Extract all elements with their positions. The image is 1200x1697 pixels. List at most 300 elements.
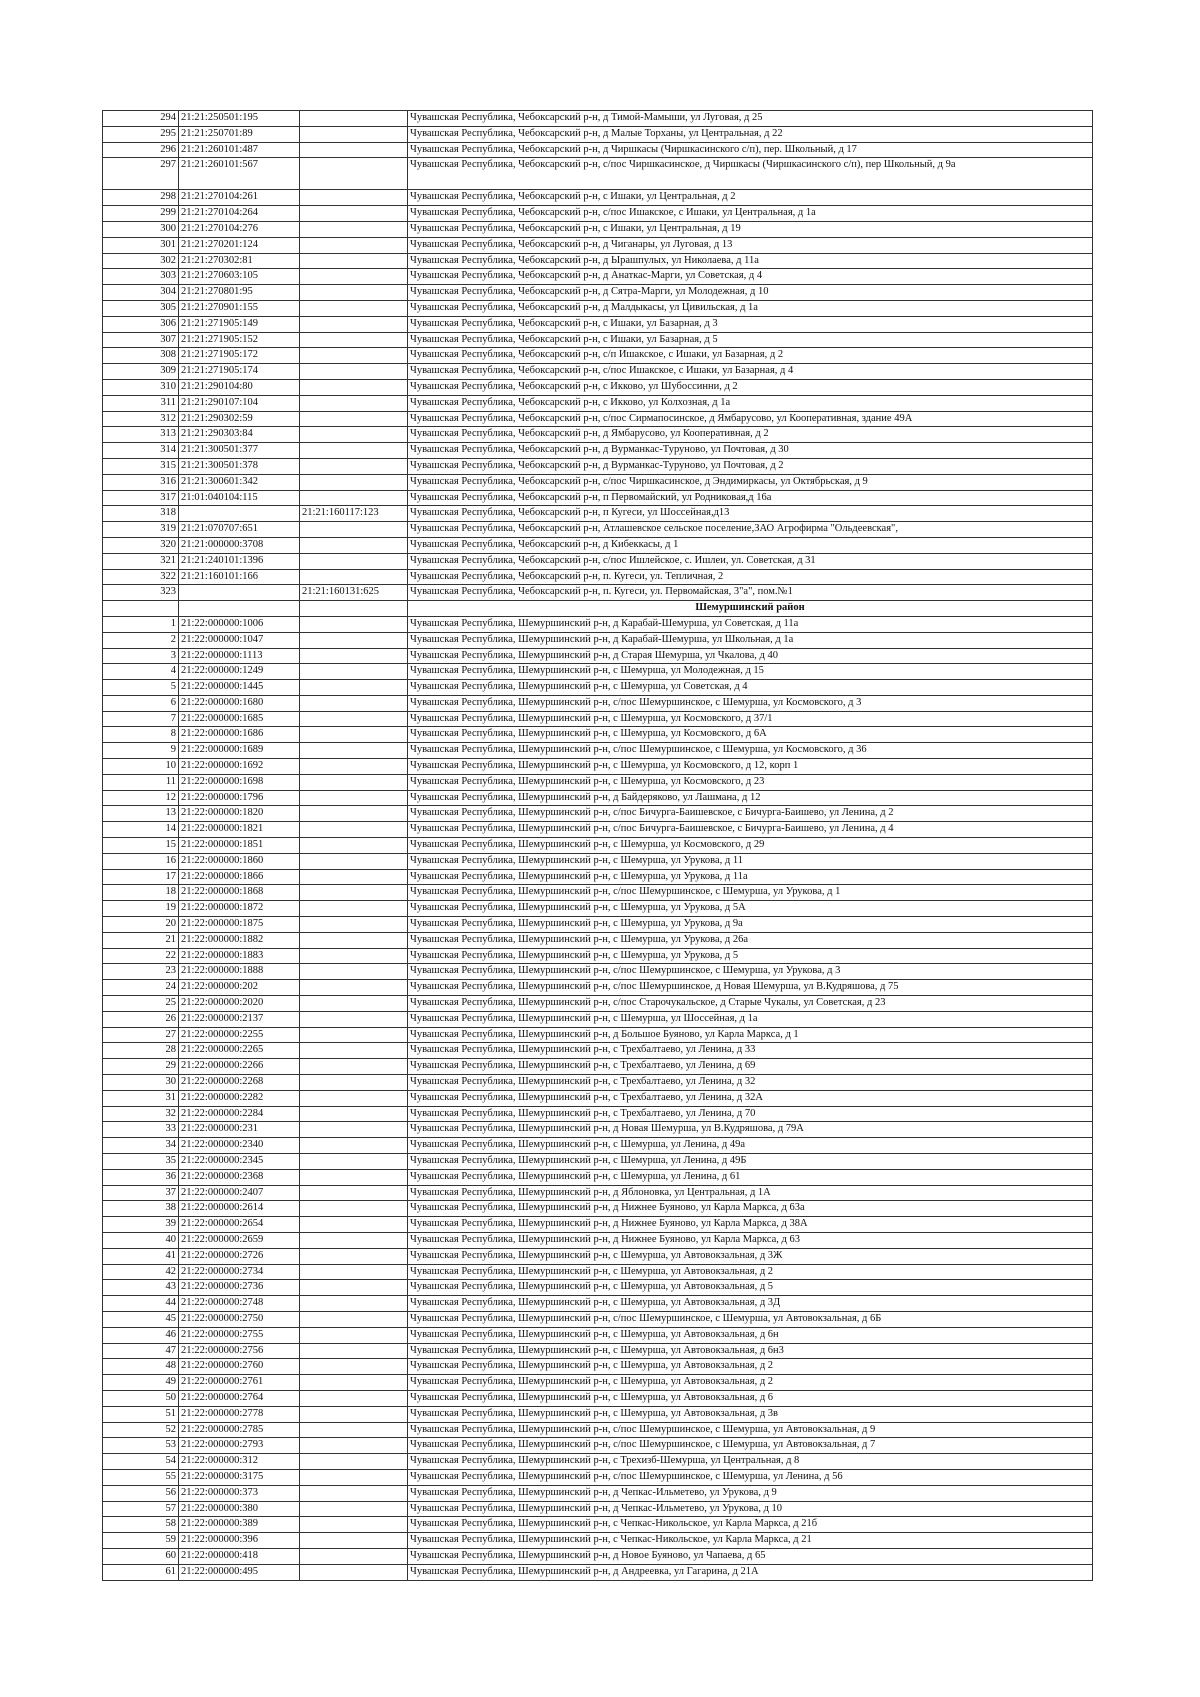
cadastral-number-alt: 21:21:160131:625 xyxy=(300,585,408,601)
address-cell: Чувашская Республика, Шемуршинский р-н, д Нижнее Буяново, ул Карла Маркса, д 63 xyxy=(408,1232,1093,1248)
address-cell: Чувашская Республика, Шемуршинский р-н, с/пос Шемуршинское, с Шемурша, ул Автовокзальная, д 9 xyxy=(408,1422,1093,1438)
row-number: 294 xyxy=(103,111,179,127)
row-number: 31 xyxy=(103,1090,179,1106)
cadastral-number: 21:21:260101:567 xyxy=(179,158,300,190)
table-row xyxy=(103,1548,1093,1564)
row-number: 302 xyxy=(103,253,179,269)
row-number: 48 xyxy=(103,1359,179,1375)
cadastral-number: 21:22:000000:396 xyxy=(179,1533,300,1549)
table-row xyxy=(103,1122,1093,1138)
address-cell: Чувашская Республика, Шемуршинский р-н, с Шемурша, ул Космовского, д 12, корп 1 xyxy=(408,759,1093,775)
row-number: 3 xyxy=(103,648,179,664)
table-row xyxy=(103,126,1093,142)
cadastral-number-alt xyxy=(300,364,408,380)
address-cell: Чувашская Республика, Чебоксарский р-н, с/пос Ишакское, с Ишаки, ул Базарная, д 4 xyxy=(408,364,1093,380)
table-row xyxy=(103,932,1093,948)
cadastral-number: 21:21:290104:80 xyxy=(179,379,300,395)
cadastral-number: 21:22:000000:2761 xyxy=(179,1375,300,1391)
cadastral-number-alt xyxy=(300,806,408,822)
cadastral-number-alt xyxy=(300,1027,408,1043)
table-row xyxy=(103,411,1093,427)
table-row xyxy=(103,616,1093,632)
cadastral-number: 21:22:000000:202 xyxy=(179,980,300,996)
address-cell: Чувашская Республика, Шемуршинский р-н, с/пос Шемуршинское, с Шемурша, ул Космовского, д 3 xyxy=(408,695,1093,711)
table-row xyxy=(103,522,1093,538)
cadastral-number-alt xyxy=(300,711,408,727)
cadastral-number: 21:22:000000:2284 xyxy=(179,1106,300,1122)
cadastral-number-alt xyxy=(300,1438,408,1454)
table-row xyxy=(103,1454,1093,1470)
table-row xyxy=(103,190,1093,206)
table-row xyxy=(103,695,1093,711)
row-number: 4 xyxy=(103,664,179,680)
address-cell: Чувашская Республика, Шемуршинский р-н, с/пос Бичурга-Баишевское, с Бичурга-Баишево, ул Ленина, д 2 xyxy=(408,806,1093,822)
cadastral-number-alt xyxy=(300,1359,408,1375)
table-row xyxy=(103,474,1093,490)
cadastral-number-alt xyxy=(300,1138,408,1154)
cadastral-number-alt xyxy=(300,822,408,838)
table-row xyxy=(103,948,1093,964)
cadastral-number-alt xyxy=(300,253,408,269)
row-number: 46 xyxy=(103,1327,179,1343)
cadastral-number-alt xyxy=(300,190,408,206)
cadastral-number-alt xyxy=(300,537,408,553)
cadastral-number-alt xyxy=(300,790,408,806)
table-row xyxy=(103,1485,1093,1501)
cadastral-number-alt xyxy=(300,1469,408,1485)
cadastral-number-alt xyxy=(300,395,408,411)
table-row xyxy=(103,1248,1093,1264)
cadastral-number: 21:22:000000:1686 xyxy=(179,727,300,743)
row-number: 311 xyxy=(103,395,179,411)
row-number: 42 xyxy=(103,1264,179,1280)
cadastral-number-alt xyxy=(300,111,408,127)
address-cell: Чувашская Республика, Чебоксарский р-н, д Чиршкасы (Чиршкасинского с/п), пер. Школьный, д 17 xyxy=(408,142,1093,158)
cadastral-number-alt xyxy=(300,411,408,427)
row-number: 304 xyxy=(103,285,179,301)
cadastral-number: 21:22:000000:2368 xyxy=(179,1169,300,1185)
cadastral-number: 21:22:000000:2750 xyxy=(179,1311,300,1327)
row-number: 305 xyxy=(103,300,179,316)
address-cell: Чувашская Республика, Чебоксарский р-н, п Первомайский, ул Родниковая,д 16а xyxy=(408,490,1093,506)
row-number: 56 xyxy=(103,1485,179,1501)
table-row xyxy=(103,1343,1093,1359)
address-cell: Чувашская Республика, Шемуршинский р-н, д Андреевка, ул Гагарина, д 21А xyxy=(408,1564,1093,1580)
address-cell: Чувашская Республика, Шемуршинский р-н, с Чепкас-Никольское, ул Карла Маркса, д 21 xyxy=(408,1533,1093,1549)
address-cell: Чувашская Республика, Шемуршинский р-н, д Новая Шемурша, ул В.Кудряшова, д 79А xyxy=(408,1122,1093,1138)
address-cell: Чувашская Республика, Шемуршинский р-н, с/пос Шемуршинское, с Шемурша, ул Автовокзальная, д 7 xyxy=(408,1438,1093,1454)
row-number: 26 xyxy=(103,1011,179,1027)
address-cell: Чувашская Республика, Шемуршинский р-н, с Шемурша, ул Ленина, д 49а xyxy=(408,1138,1093,1154)
row-number: 6 xyxy=(103,695,179,711)
address-cell: Чувашская Республика, Чебоксарский р-н, д Тимой-Мамыши, ул Луговая, д 25 xyxy=(408,111,1093,127)
address-cell: Чувашская Республика, Шемуршинский р-н, с Шемурша, ул Автовокзальная, д 2 xyxy=(408,1375,1093,1391)
row-number: 25 xyxy=(103,996,179,1012)
address-cell: Чувашская Республика, Чебоксарский р-н, д Малые Торханы, ул Центральная, д 22 xyxy=(408,126,1093,142)
table-row xyxy=(103,885,1093,901)
table-row xyxy=(103,142,1093,158)
table-row xyxy=(103,806,1093,822)
table-row xyxy=(103,316,1093,332)
cadastral-number-alt xyxy=(300,158,408,190)
row-number: 34 xyxy=(103,1138,179,1154)
address-cell: Чувашская Республика, Шемуршинский р-н, с Шемурша, ул Автовокзальная, д 6н3 xyxy=(408,1343,1093,1359)
address-cell: Чувашская Республика, Шемуршинский р-н, с Чепкас-Никольское, ул Карла Маркса, д 21б xyxy=(408,1517,1093,1533)
table-row xyxy=(103,506,1093,522)
table-row xyxy=(103,664,1093,680)
cadastral-number-alt: 21:21:160117:123 xyxy=(300,506,408,522)
row-number: 43 xyxy=(103,1280,179,1296)
cadastral-number: 21:22:000000:2764 xyxy=(179,1390,300,1406)
address-cell: Чувашская Республика, Шемуршинский р-н, с Шемурша, ул Космовского, д 29 xyxy=(408,838,1093,854)
address-cell: Чувашская Республика, Чебоксарский р-н, д Сятра-Марги, ул Молодежная, д 10 xyxy=(408,285,1093,301)
table-row xyxy=(103,1185,1093,1201)
cadastral-number: 21:22:000000:2282 xyxy=(179,1090,300,1106)
table-row xyxy=(103,427,1093,443)
cadastral-number: 21:22:000000:2345 xyxy=(179,1154,300,1170)
cadastral-number: 21:21:260101:487 xyxy=(179,142,300,158)
address-cell: Чувашская Республика, Шемуршинский р-н, с Шемурша, ул Автовокзальная, д 3Ж xyxy=(408,1248,1093,1264)
address-cell: Чувашская Республика, Шемуршинский р-н, с Трехбалтаево, ул Ленина, д 32 xyxy=(408,1075,1093,1091)
cadastral-number-alt xyxy=(300,142,408,158)
cadastral-number: 21:22:000000:2614 xyxy=(179,1201,300,1217)
table-row xyxy=(103,458,1093,474)
address-cell: Чувашская Республика, Шемуршинский р-н, с/пос Старочукальское, д Старые Чукалы, ул Советская, д 23 xyxy=(408,996,1093,1012)
table-row xyxy=(103,1533,1093,1549)
cadastral-number-alt xyxy=(300,616,408,632)
cadastral-number-alt xyxy=(300,1248,408,1264)
cadastral-number-alt xyxy=(300,237,408,253)
table-row xyxy=(103,648,1093,664)
cadastral-number: 21:22:000000:2266 xyxy=(179,1059,300,1075)
cadastral-number: 21:22:000000:2020 xyxy=(179,996,300,1012)
cadastral-number-alt xyxy=(300,1327,408,1343)
cadastral-number-alt xyxy=(300,917,408,933)
table-row xyxy=(103,379,1093,395)
table-row xyxy=(103,774,1093,790)
table-row xyxy=(103,1043,1093,1059)
table-row xyxy=(103,1011,1093,1027)
table-body-shemursha xyxy=(103,616,1093,1580)
table-row xyxy=(103,364,1093,380)
address-cell: Чувашская Республика, Чебоксарский р-н, п. Кугеси, ул. Тепличная, 2 xyxy=(408,569,1093,585)
table-row xyxy=(103,1075,1093,1091)
row-number: 307 xyxy=(103,332,179,348)
row-number: 20 xyxy=(103,917,179,933)
table-row xyxy=(103,1564,1093,1580)
address-cell: Чувашская Республика, Шемуршинский р-н, с Шемурша, ул Урукова, д 26а xyxy=(408,932,1093,948)
table-row xyxy=(103,1169,1093,1185)
address-cell: Чувашская Республика, Шемуршинский р-н, д Нижнее Буяново, ул Карла Маркса, д 38А xyxy=(408,1217,1093,1233)
cadastral-number: 21:22:000000:1821 xyxy=(179,822,300,838)
row-number: 319 xyxy=(103,522,179,538)
address-cell: Чувашская Республика, Чебоксарский р-н, с Ишаки, ул Центральная, д 19 xyxy=(408,221,1093,237)
cadastral-number: 21:22:000000:1689 xyxy=(179,743,300,759)
address-cell: Чувашская Республика, Шемуршинский р-н, д Нижнее Буяново, ул Карла Маркса, д 63а xyxy=(408,1201,1093,1217)
table-row xyxy=(103,853,1093,869)
cadastral-number: 21:22:000000:1692 xyxy=(179,759,300,775)
table-row xyxy=(103,490,1093,506)
cadastral-number: 21:22:000000:2265 xyxy=(179,1043,300,1059)
row-number: 11 xyxy=(103,774,179,790)
table-row xyxy=(103,253,1093,269)
cadastral-number-alt xyxy=(300,1090,408,1106)
table-row xyxy=(103,332,1093,348)
address-cell: Чувашская Республика, Шемуршинский р-н, с Шемурша, ул Космовского, д 37/1 xyxy=(408,711,1093,727)
address-cell: Чувашская Республика, Шемуршинский р-н, с Трехбалтаево, ул Ленина, д 70 xyxy=(408,1106,1093,1122)
cadastral-number-alt xyxy=(300,1422,408,1438)
row-number: 316 xyxy=(103,474,179,490)
cadastral-number: 21:21:271905:149 xyxy=(179,316,300,332)
row-number: 36 xyxy=(103,1169,179,1185)
cadastral-number: 21:22:000000:2778 xyxy=(179,1406,300,1422)
cadastral-number: 21:22:000000:1796 xyxy=(179,790,300,806)
row-number: 14 xyxy=(103,822,179,838)
table-row xyxy=(103,1154,1093,1170)
table-row xyxy=(103,1359,1093,1375)
table-row xyxy=(103,1406,1093,1422)
row-number: 10 xyxy=(103,759,179,775)
row-number: 5 xyxy=(103,680,179,696)
cadastral-number-alt xyxy=(300,1517,408,1533)
table-row xyxy=(103,964,1093,980)
cadastral-number: 21:21:270104:264 xyxy=(179,206,300,222)
cadastral-number-alt xyxy=(300,680,408,696)
cadastral-number: 21:21:000000:3708 xyxy=(179,537,300,553)
address-cell: Чувашская Республика, Шемуршинский р-н, с Шемурша, ул Урукова, д 5 xyxy=(408,948,1093,964)
table-row xyxy=(103,996,1093,1012)
cadastral-number: 21:22:000000:1872 xyxy=(179,901,300,917)
table-row xyxy=(103,632,1093,648)
cadastral-number-alt xyxy=(300,1043,408,1059)
address-cell: Чувашская Республика, Шемуршинский р-н, с/пос Шемуршинское, с Шемурша, ул Космовского, д 36 xyxy=(408,743,1093,759)
address-cell: Чувашская Республика, Чебоксарский р-н, д Вурманкас-Туруново, ул Почтовая, д 30 xyxy=(408,443,1093,459)
cadastral-number-alt xyxy=(300,1406,408,1422)
address-cell: Чувашская Республика, Шемуршинский р-н, с/пос Шемуршинское, с Шемурша, ул Ленина, д 56 xyxy=(408,1469,1093,1485)
address-cell: Чувашская Республика, Шемуршинский р-н, с Шемурша, ул Автовокзальная, д 3в xyxy=(408,1406,1093,1422)
cadastral-number: 21:22:000000:1249 xyxy=(179,664,300,680)
table-row xyxy=(103,727,1093,743)
row-number: 310 xyxy=(103,379,179,395)
cadastral-number-alt xyxy=(300,126,408,142)
cadastral-number-alt xyxy=(300,522,408,538)
cadastral-number: 21:22:000000:495 xyxy=(179,1564,300,1580)
cadastral-number: 21:21:270104:276 xyxy=(179,221,300,237)
address-cell: Чувашская Республика, Шемуршинский р-н, с Шемурша, ул Автовокзальная, д 2 xyxy=(408,1264,1093,1280)
table-row xyxy=(103,1296,1093,1312)
section-spacer xyxy=(179,601,300,617)
cadastral-number: 21:21:070707:651 xyxy=(179,522,300,538)
row-number: 22 xyxy=(103,948,179,964)
cadastral-number-alt xyxy=(300,300,408,316)
cadastral-number: 21:22:000000:1698 xyxy=(179,774,300,790)
address-cell: Чувашская Республика, Шемуршинский р-н, с Шемурша, ул Урукова, д 11а xyxy=(408,869,1093,885)
cadastral-number: 21:22:000000:2340 xyxy=(179,1138,300,1154)
table-row xyxy=(103,206,1093,222)
address-cell: Чувашская Республика, Шемуршинский р-н, д Карабай-Шемурша, ул Школьная, д 1а xyxy=(408,632,1093,648)
cadastral-number: 21:21:270801:95 xyxy=(179,285,300,301)
cadastral-number: 21:22:000000:1888 xyxy=(179,964,300,980)
row-number: 321 xyxy=(103,553,179,569)
table-row xyxy=(103,1201,1093,1217)
table-row xyxy=(103,790,1093,806)
cadastral-number: 21:21:271905:172 xyxy=(179,348,300,364)
cadastral-number-alt xyxy=(300,1106,408,1122)
cadastral-number: 21:22:000000:1875 xyxy=(179,917,300,933)
row-number: 312 xyxy=(103,411,179,427)
row-number: 53 xyxy=(103,1438,179,1454)
cadastral-number-alt xyxy=(300,1075,408,1091)
table-row xyxy=(103,901,1093,917)
cadastral-number-alt xyxy=(300,1059,408,1075)
table-row xyxy=(103,1280,1093,1296)
cadastral-number: 21:22:000000:389 xyxy=(179,1517,300,1533)
table-row xyxy=(103,269,1093,285)
table-row xyxy=(103,980,1093,996)
row-number: 323 xyxy=(103,585,179,601)
cadastral-number: 21:22:000000:231 xyxy=(179,1122,300,1138)
address-cell: Чувашская Республика, Чебоксарский р-н, с/п Ишакское, с Ишаки, ул Базарная, д 2 xyxy=(408,348,1093,364)
row-number: 309 xyxy=(103,364,179,380)
row-number: 51 xyxy=(103,1406,179,1422)
address-cell: Чувашская Республика, Шемуршинский р-н, д Яблоновка, ул Центральная, д 1А xyxy=(408,1185,1093,1201)
cadastral-number-alt xyxy=(300,458,408,474)
table-row xyxy=(103,1027,1093,1043)
cadastral-number-alt xyxy=(300,774,408,790)
address-cell: Чувашская Республика, Чебоксарский р-н, с Ишаки, ул Базарная, д 5 xyxy=(408,332,1093,348)
cadastral-number: 21:21:290107:104 xyxy=(179,395,300,411)
address-cell: Чувашская Республика, Шемуршинский р-н, с Трехбалтаево, ул Ленина, д 69 xyxy=(408,1059,1093,1075)
address-cell: Чувашская Республика, Шемуршинский р-н, с Шемурша, ул Советская, д 4 xyxy=(408,680,1093,696)
cadastral-number-alt xyxy=(300,1296,408,1312)
cadastral-number-alt xyxy=(300,332,408,348)
row-number: 8 xyxy=(103,727,179,743)
cadastral-number-alt xyxy=(300,316,408,332)
address-cell: Чувашская Республика, Шемуршинский р-н, с Шемурша, ул Космовского, д 23 xyxy=(408,774,1093,790)
cadastral-number-alt xyxy=(300,221,408,237)
table-row xyxy=(103,1422,1093,1438)
address-cell: Чувашская Республика, Чебоксарский р-н, с Икково, ул Колхозная, д 1а xyxy=(408,395,1093,411)
row-number: 40 xyxy=(103,1232,179,1248)
cadastral-number-alt xyxy=(300,474,408,490)
row-number: 39 xyxy=(103,1217,179,1233)
section-spacer xyxy=(103,601,179,617)
cadastral-number-alt xyxy=(300,1501,408,1517)
row-number: 299 xyxy=(103,206,179,222)
row-number: 47 xyxy=(103,1343,179,1359)
row-number: 7 xyxy=(103,711,179,727)
cadastral-number: 21:22:000000:1882 xyxy=(179,932,300,948)
cadastral-number-alt xyxy=(300,1564,408,1580)
address-cell: Чувашская Республика, Чебоксарский р-н, д Ырашпулых, ул Николаева, д 11а xyxy=(408,253,1093,269)
row-number: 300 xyxy=(103,221,179,237)
address-cell: Чувашская Республика, Шемуршинский р-н, с Шемурша, ул Шоссейная, д 1а xyxy=(408,1011,1093,1027)
address-cell: Чувашская Республика, Шемуршинский р-н, с/пос Шемуршинское, с Шемурша, ул Автовокзальная, д 6Б xyxy=(408,1311,1093,1327)
cadastral-number: 21:22:000000:2726 xyxy=(179,1248,300,1264)
cadastral-number-alt xyxy=(300,838,408,854)
cadastral-number-alt xyxy=(300,695,408,711)
address-cell: Чувашская Республика, Шемуршинский р-н, с Трехизб-Шемурша, ул Центральная, д 8 xyxy=(408,1454,1093,1470)
address-cell: Чувашская Республика, Шемуршинский р-н, с Шемурша, ул Урукова, д 9а xyxy=(408,917,1093,933)
cadastral-number: 21:21:250701:89 xyxy=(179,126,300,142)
cadastral-number-alt xyxy=(300,1122,408,1138)
address-cell: Чувашская Республика, Чебоксарский р-н, д Кибеккасы, д 1 xyxy=(408,537,1093,553)
address-cell: Чувашская Республика, Шемуршинский р-н, с Шемурша, ул Автовокзальная, д 6 xyxy=(408,1390,1093,1406)
cadastral-number-alt xyxy=(300,743,408,759)
cadastral-number-alt xyxy=(300,490,408,506)
cadastral-number: 21:22:000000:373 xyxy=(179,1485,300,1501)
address-cell: Чувашская Республика, Чебоксарский р-н, с/пос Ишлейское, с. Ишлеи, ул. Советская, д 31 xyxy=(408,553,1093,569)
row-number: 303 xyxy=(103,269,179,285)
cadastral-number-alt xyxy=(300,948,408,964)
cadastral-number: 21:22:000000:1047 xyxy=(179,632,300,648)
address-cell: Чувашская Республика, Шемуршинский р-н, с Шемурша, ул Автовокзальная, д 5 xyxy=(408,1280,1093,1296)
cadastral-number-alt xyxy=(300,1375,408,1391)
table-row xyxy=(103,585,1093,601)
address-cell: Чувашская Республика, Чебоксарский р-н, д Малдыкасы, ул Цивильская, д 1а xyxy=(408,300,1093,316)
cadastral-number-alt xyxy=(300,1485,408,1501)
cadastral-number-alt xyxy=(300,1548,408,1564)
cadastral-number: 21:21:300501:378 xyxy=(179,458,300,474)
address-cell: Чувашская Республика, Чебоксарский р-н, с/пос Чиршкасинское, д Чиршкасы (Чиршкасинского с/п), пер Школьный, д 9а xyxy=(408,158,1093,190)
address-cell: Чувашская Республика, Шемуршинский р-н, с Шемурша, ул Автовокзальная, д 2 xyxy=(408,1359,1093,1375)
row-number: 12 xyxy=(103,790,179,806)
row-number: 320 xyxy=(103,537,179,553)
cadastral-number: 21:22:000000:1820 xyxy=(179,806,300,822)
table-row xyxy=(103,221,1093,237)
table-row xyxy=(103,822,1093,838)
cadastral-number: 21:22:000000:1445 xyxy=(179,680,300,696)
cadastral-number-alt xyxy=(300,379,408,395)
table-row xyxy=(103,348,1093,364)
row-number: 41 xyxy=(103,1248,179,1264)
address-cell: Чувашская Республика, Чебоксарский р-н, с/пос Чиршкасинское, д Эндимиркасы, ул Октябрьская, д 9 xyxy=(408,474,1093,490)
cadastral-number-alt xyxy=(300,964,408,980)
table-row xyxy=(103,443,1093,459)
cadastral-number: 21:21:160101:166 xyxy=(179,569,300,585)
cadastral-number-alt xyxy=(300,1201,408,1217)
cadastral-number: 21:21:250501:195 xyxy=(179,111,300,127)
address-cell: Чувашская Республика, Шемуршинский р-н, с Шемурша, ул Ленина, д 49Б xyxy=(408,1154,1093,1170)
row-number: 314 xyxy=(103,443,179,459)
row-number: 52 xyxy=(103,1422,179,1438)
table-row xyxy=(103,237,1093,253)
row-number: 21 xyxy=(103,932,179,948)
row-number: 295 xyxy=(103,126,179,142)
cadastral-number-alt xyxy=(300,269,408,285)
cadastral-number: 21:22:000000:2734 xyxy=(179,1264,300,1280)
address-cell: Чувашская Республика, Шемуршинский р-н, д Чепкас-Ильметево, ул Урукова, д 10 xyxy=(408,1501,1093,1517)
row-number: 322 xyxy=(103,569,179,585)
cadastral-number: 21:22:000000:1680 xyxy=(179,695,300,711)
cadastral-number-alt xyxy=(300,1264,408,1280)
table-row xyxy=(103,680,1093,696)
table-row xyxy=(103,300,1093,316)
cadastral-number-alt xyxy=(300,1154,408,1170)
cadastral-number-alt xyxy=(300,569,408,585)
table-row xyxy=(103,917,1093,933)
cadastral-number: 21:22:000000:1860 xyxy=(179,853,300,869)
table-row xyxy=(103,1106,1093,1122)
table-body-cheboksary xyxy=(103,111,1093,601)
cadastral-number: 21:22:000000:2654 xyxy=(179,1217,300,1233)
row-number: 16 xyxy=(103,853,179,869)
row-number: 2 xyxy=(103,632,179,648)
cadastral-number-alt xyxy=(300,727,408,743)
row-number: 301 xyxy=(103,237,179,253)
table-row xyxy=(103,111,1093,127)
row-number: 15 xyxy=(103,838,179,854)
